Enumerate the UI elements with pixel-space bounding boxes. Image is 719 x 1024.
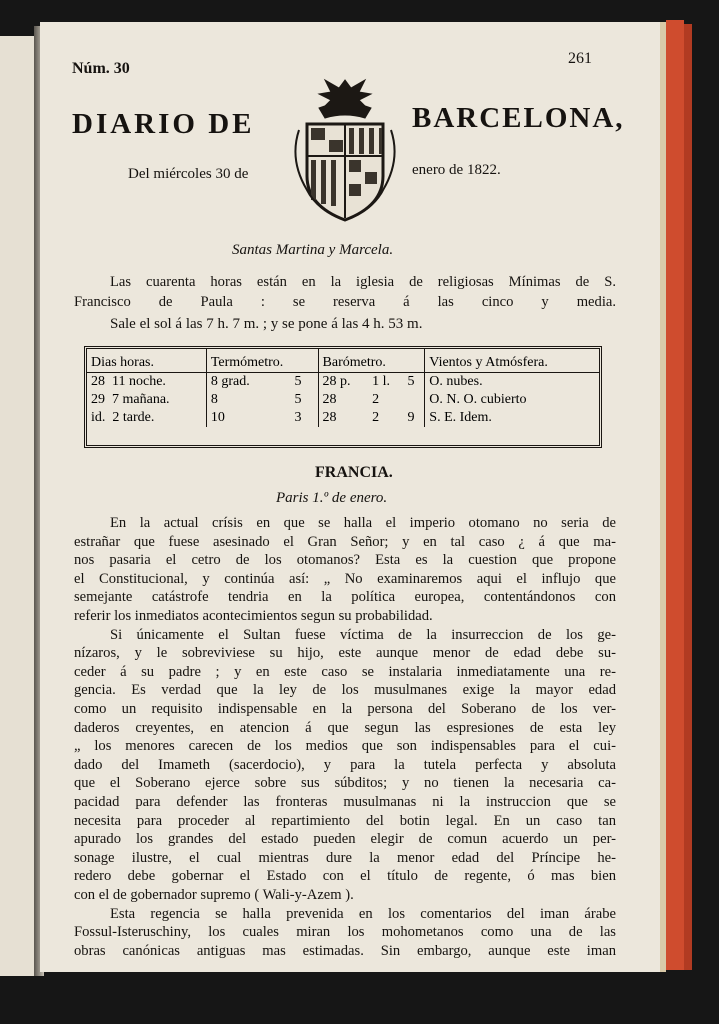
article-line: apurado los grandes del estado pueden elegir de comun acuerdo un per- <box>74 831 616 848</box>
baro-cell: 28 <box>322 392 337 407</box>
thermo-cell: 10 <box>210 410 225 425</box>
col-thermometer: Termómetro. <box>206 349 318 373</box>
baro-l-cell: 2 <box>372 410 380 425</box>
article-line: el Constitucional, y continúa así: „ No examinaremos aqui el influjo que <box>74 570 616 587</box>
wind-cell: O. N. O. cubierto <box>429 392 527 407</box>
article-line: estrañar que fuese asesinado el Gran Señor; y en tal caso ¿ á que ma- <box>74 533 616 550</box>
article-line: pacidad para defender las fronteras musulmanas ni la instruccion que se <box>74 794 616 810</box>
article-line: semejante catástrofe tendria en la política europea, contentándonos con <box>74 589 616 606</box>
sunrise-sunset: Sale el sol á las 7 h. 7 m. ; y se pone á las 4 h. 53 m. <box>110 316 423 332</box>
hour: 7 mañana. <box>112 392 170 407</box>
day: 28 <box>91 374 105 389</box>
article-line: daderos creyentes, en atencion á que segun las espresiones de esta ley <box>74 719 616 736</box>
article-line: sonage ilustre, el cual mientras dure la menor edad del Príncipe he- <box>74 849 616 866</box>
article-line: dado del Imameth (sacerdocio), y para la tutela perfecta y absoluta <box>74 756 616 773</box>
baro-cell: 28 p. <box>322 374 351 389</box>
forty-hours-line-2: Francisco de Paula : se reserva á las cinco y media. <box>74 294 616 310</box>
wind-cell: S. E. Idem. <box>429 410 492 425</box>
article-line: nos pasaria el cetro de los otomanos? Esta es la cuestion que propone <box>74 552 616 569</box>
col-days-hours: Dias horas. <box>87 349 206 373</box>
thermo-cell: 8 grad. <box>210 374 250 389</box>
baro-min-cell: 5 <box>404 373 425 392</box>
weather-row <box>87 409 599 427</box>
thermo-min-cell: 5 <box>290 391 318 409</box>
article-line: Fossul-Isteruschiny, los cuales miran los mohometanos como una de las <box>74 924 616 941</box>
masthead-title-left: DIARIO DE <box>72 108 255 140</box>
weather-table-header <box>87 349 599 373</box>
day: id. <box>91 410 106 425</box>
baro-min-cell <box>404 391 425 409</box>
issue-number: Núm. 30 <box>72 60 130 77</box>
baro-l-cell: 1 l. <box>372 374 390 389</box>
article-line: Si únicamente el Sultan fuese víctima de la insurreccion de los ge- <box>110 626 616 643</box>
article-line: gencia. Es verdad que la ley de los musulmanes exige la mayor edad <box>74 682 616 699</box>
article-line: nízaros, y le sobreviviese su hijo, este aunque menor de edad debe su- <box>74 645 616 662</box>
date-left: Del miércoles 30 de <box>128 166 249 182</box>
day-hour-cell <box>87 373 206 392</box>
section-heading: FRANCIA. <box>315 464 393 481</box>
page-edge-red-dark <box>684 24 692 970</box>
baro-min-cell: 9 <box>404 409 425 427</box>
article-line: ceder á su padre ; y en este caso se instalaria inmediatamente una re- <box>74 663 616 680</box>
article-line: como un requisito indispensable en la persona del Soberano de los ver- <box>74 701 616 717</box>
col-barometer: Barómetro. <box>318 349 425 373</box>
article-line: Esta regencia se halla prevenida en los comentarios del iman árabe <box>110 905 616 922</box>
weather-table <box>84 346 602 448</box>
dateline: Paris 1.º de enero. <box>276 490 388 506</box>
article-line: con el de gobernador supremo ( Wali-y-Azem ). <box>74 887 354 903</box>
article-line: que el Soberano ejerce sobre sus súbditos; y no tienen la necesaria ca- <box>74 775 616 792</box>
date-right: enero de 1822. <box>412 162 501 178</box>
thermo-min-cell: 3 <box>290 409 318 427</box>
article-line: En la actual crísis en que se halla el imperio otomano no seria de <box>110 515 616 531</box>
weather-row <box>87 373 599 392</box>
hour: 2 tarde. <box>112 410 155 425</box>
article-line: „ los menores carecen de los medios que son indispensables para el cui- <box>74 738 616 755</box>
page-edge-red <box>666 20 684 970</box>
barcelona-coat-of-arms-icon <box>285 74 405 234</box>
saints-of-the-day: Santas Martina y Marcela. <box>232 242 394 258</box>
day: 29 <box>91 392 105 407</box>
col-winds: Vientos y Atmósfera. <box>425 349 599 373</box>
article-line: necesita para proceder al repartimiento del botin legal. En un caso tan <box>74 812 616 829</box>
thermo-cell: 8 <box>210 392 218 407</box>
day-hour-cell <box>87 409 206 427</box>
forty-hours-line-1: Las cuarenta horas están en la iglesia de religiosas Mínimas de S. <box>110 274 616 290</box>
weather-row <box>87 391 599 409</box>
thermo-min-cell: 5 <box>290 373 318 392</box>
article-line: obras canónicas antiguas mas estimadas. Sin embargo, aunque este iman <box>74 942 616 959</box>
baro-cell: 28 <box>322 410 337 425</box>
article-line: redero debe gobernar el Estado con el título de regente, ó mas bien <box>74 868 616 885</box>
day-hour-cell <box>87 391 206 409</box>
wind-cell: O. nubes. <box>429 374 483 389</box>
hour: 11 noche. <box>112 374 166 389</box>
article-line: referir los inmediatos acontecimientos segun su probabilidad. <box>74 608 433 624</box>
baro-l-cell: 2 <box>372 392 380 407</box>
masthead-title-right: BARCELONA, <box>412 102 625 134</box>
page-number: 261 <box>568 50 592 67</box>
